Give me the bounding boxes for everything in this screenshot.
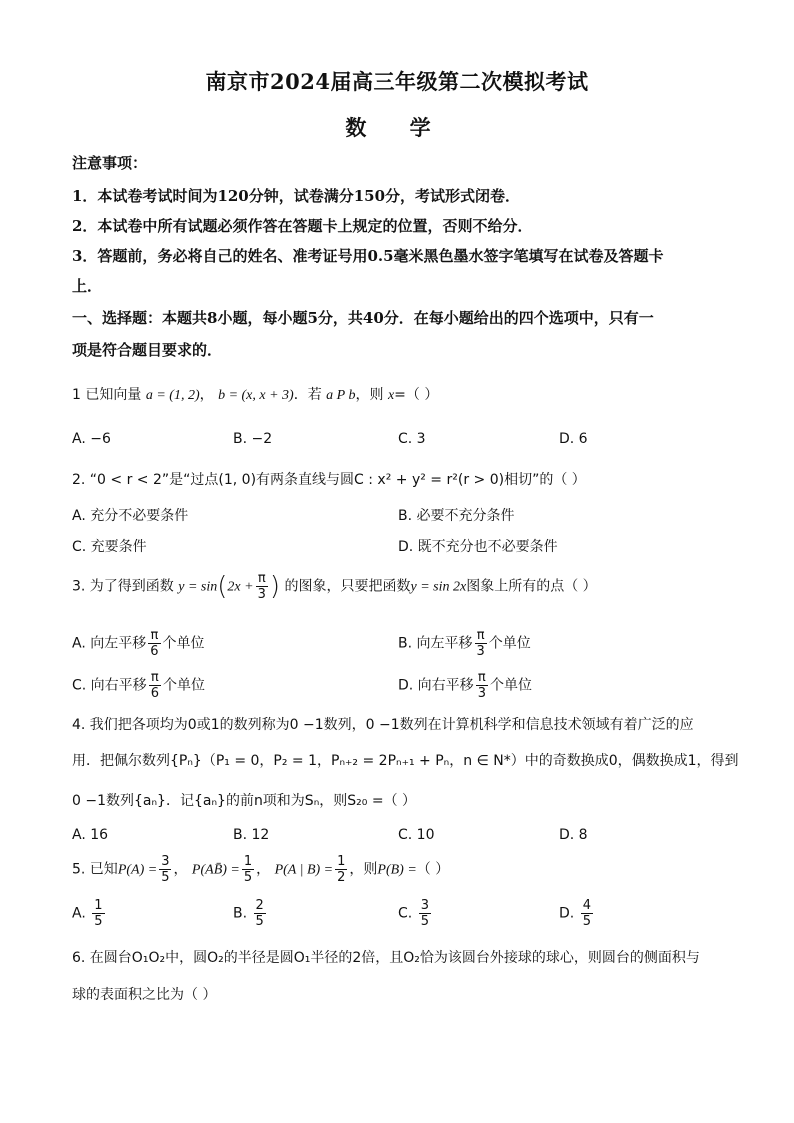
fraction-denominator: 2 [337, 870, 346, 885]
q1-option-b: B. −2 [233, 431, 273, 447]
q3-option-b [398, 628, 531, 659]
vector-b-definition: b = (x, x + 3) [218, 388, 294, 403]
fraction-denominator: 5 [420, 914, 429, 929]
prob-a-fraction [159, 854, 171, 885]
fraction-numerator: π [476, 670, 488, 686]
question-1-text-4: =（ ） [394, 387, 439, 403]
target-function-head: y = sin [178, 579, 218, 595]
q3-option-a-label: A. 向左平移 [72, 635, 147, 652]
fraction-numerator: 1 [243, 854, 253, 869]
question-1-number: 1 [72, 387, 81, 403]
question-5-text-3: （ ） [416, 861, 450, 878]
question-1 [72, 384, 438, 404]
fraction-numerator: 2 [255, 898, 264, 913]
q5-option-b [233, 898, 268, 929]
q3-option-b-fraction [475, 628, 487, 659]
target-function-arg: 2x + [227, 579, 254, 595]
notice-item-3-cont: 上． [72, 277, 103, 295]
prob-b: P(B) = [377, 862, 417, 878]
q3-option-c [72, 670, 205, 701]
source-function: y = sin 2x [410, 579, 467, 595]
q3-option-c-label: C. 向右平移 [72, 677, 147, 694]
fraction-numerator: 4 [582, 898, 591, 913]
q5-option-c-label: C. [398, 905, 413, 922]
phase-fraction [256, 571, 268, 602]
q3-option-a [72, 628, 205, 659]
q3-option-c-unit: 个单位 [162, 677, 205, 694]
q5-option-c [398, 898, 433, 929]
fraction-denominator: 6 [150, 686, 159, 701]
question-6-line-2: 球的表面积之比为（ ） [72, 987, 217, 1003]
parallel-condition: a P b [326, 388, 356, 403]
section-1-heading-cont: 项是符合题目要求的． [72, 341, 223, 359]
q2-option-a: A. 充分不必要条件 [72, 508, 189, 524]
fraction-denominator: 5 [161, 870, 170, 885]
q4-option-b: B. 12 [233, 827, 270, 843]
q5-option-b-label: B. [233, 905, 248, 922]
fraction-numerator: π [256, 571, 268, 587]
fraction-numerator: π [148, 628, 160, 644]
prob-a-not-b: P(AB̄) = [191, 862, 240, 878]
question-5-text-2: ，则 [349, 861, 378, 878]
q2-option-d: D. 既不充分也不必要条件 [398, 539, 558, 555]
question-1-text-2: ．若 [293, 387, 322, 403]
fraction-numerator: π [475, 628, 487, 644]
question-3-text-3: 图象上所有的点（ ） [466, 578, 597, 595]
left-paren: ( [217, 571, 228, 602]
q3-option-d-label: D. 向右平移 [398, 677, 474, 694]
subject-title: 数 学 [345, 115, 449, 140]
question-1-text-3: ，则 [355, 387, 384, 403]
question-2: 2. “0 < r < 2”是“过点(1, 0)有两条直线与圆C : x² + y² = r²(r > 0)相切”的（ ） [72, 472, 586, 488]
fraction-numerator: 3 [420, 898, 429, 913]
section-1-heading: 一、选择题：本题共8小题，每小题5分，共40分．在每小题给出的四个选项中，只有一 [72, 309, 654, 327]
q4-option-d: D. 8 [559, 827, 588, 843]
fraction-denominator: 3 [257, 587, 266, 602]
question-4-line-3: 0 −1数列{aₙ}．记{aₙ}的前n项和为Sₙ，则S₂₀ =（ ） [72, 793, 417, 809]
notice-heading: 注意事项： [72, 154, 148, 172]
question-4-line-2: 用．把佩尔数列{Pₙ}（P₁ = 0，P₂ = 1，Pₙ₊₂ = 2Pₙ₊₁ + Pₙ，n ∈ N*）中的奇数换成0，偶数换成1，得到 [72, 753, 739, 769]
fraction-numerator: 1 [337, 854, 346, 869]
q5-option-d-label: D. [559, 905, 575, 922]
q3-option-d-fraction [476, 670, 488, 701]
fraction-denominator: 5 [255, 914, 264, 929]
q2-option-b: B. 必要不充分条件 [398, 508, 515, 524]
question-6-line-1: 6. 在圆台O₁O₂中，圆O₂的半径是圆O₁半径的2倍，且O₂恰为该圆台外接球的球心，则圆台的侧面积与 [72, 950, 700, 966]
q5-option-b-fraction [254, 898, 266, 929]
notice-item-1: 1．本试卷考试时间为120分钟，试卷满分150分，考试形式闭卷． [72, 187, 521, 205]
q5-option-d-fraction [581, 898, 593, 929]
prob-a-given-b: P(A | B) = [274, 862, 334, 878]
q5-option-a [72, 898, 107, 929]
q3-option-a-fraction [148, 628, 160, 659]
vector-a-definition: a = (1, 2) [145, 388, 200, 403]
q1-option-a: A. −6 [72, 431, 111, 447]
question-3-text-1: 3. 为了得到函数 [72, 578, 174, 595]
q5-option-c-fraction [419, 898, 431, 929]
fraction-denominator: 6 [150, 644, 159, 659]
question-1-comma: ， [199, 387, 214, 403]
notice-item-3: 3．答题前，务必将自己的姓名、准考证号用0.5毫米黑色墨水签字笔填写在试卷及答题卡 [72, 247, 664, 265]
fraction-denominator: 5 [582, 914, 591, 929]
q3-option-b-unit: 个单位 [488, 635, 531, 652]
prob-a-not-b-fraction [242, 854, 254, 885]
question-4-line-1: 4. 我们把各项均为0或1的数列称为0 −1数列，0 −1数列在计算机科学和信息技术领域有着广泛的应 [72, 717, 694, 733]
question-3 [72, 571, 597, 602]
q3-option-d-unit: 个单位 [489, 677, 532, 694]
exam-title: 南京市2024届高三年级第二次模拟考试 [205, 69, 589, 94]
variable-x: x [387, 388, 395, 403]
q3-option-b-label: B. 向左平移 [398, 635, 473, 652]
question-3-text-2: 的图象，只要把函数 [284, 578, 411, 595]
q3-option-d [398, 670, 532, 701]
fraction-numerator: 1 [94, 898, 103, 913]
prob-a: P(A) = [117, 862, 158, 878]
q5-option-a-fraction [92, 898, 104, 929]
q1-option-d: D. 6 [559, 431, 588, 447]
q3-option-c-fraction [149, 670, 161, 701]
fraction-numerator: π [149, 670, 161, 686]
fraction-denominator: 5 [94, 914, 103, 929]
q5-option-a-label: A. [72, 905, 86, 922]
fraction-denominator: 3 [476, 644, 485, 659]
q4-option-a: A. 16 [72, 827, 109, 843]
q1-option-c: C. 3 [398, 431, 426, 447]
q3-option-a-unit: 个单位 [162, 635, 205, 652]
right-paren: ) [269, 571, 281, 602]
fraction-numerator: 3 [161, 854, 170, 869]
question-5: 5. 已知P(A) = $\frac{3}{5}$ ， P(AB̄) = $\frac{1}{5}$ ， P(A | B) = $\frac{1}{2}$ ，则P(B) =（ ） [72, 854, 450, 885]
notice-item-2: 2．本试卷中所有试题必须作答在答题卡上规定的位置，否则不给分． [72, 217, 533, 235]
question-5-text-1: 5. 已知 [72, 861, 118, 878]
prob-a-given-b-fraction [335, 854, 347, 885]
q4-option-c: C. 10 [398, 827, 435, 843]
fraction-denominator: 5 [243, 870, 253, 885]
question-1-text-1: 已知向量 [85, 387, 142, 403]
q5-option-d [559, 898, 595, 929]
q2-option-c: C. 充要条件 [72, 539, 147, 555]
fraction-denominator: 3 [477, 686, 486, 701]
